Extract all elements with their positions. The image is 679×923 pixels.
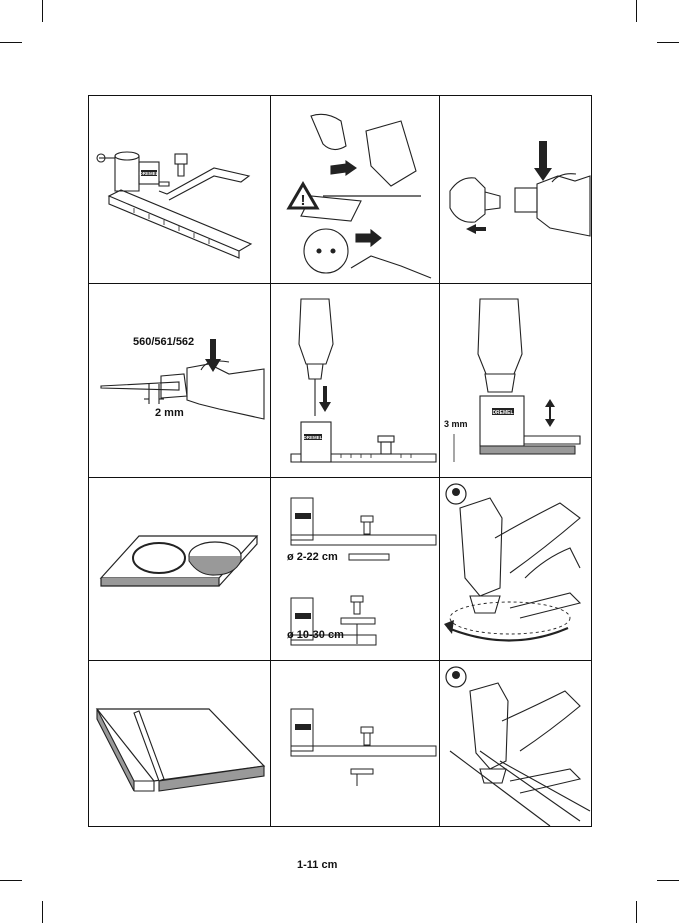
panel-attachment-parts [89, 96, 270, 283]
straight-cut-illustration [89, 661, 270, 828]
panel-cut-circle [440, 478, 592, 660]
insert-bit-illustration [89, 284, 270, 477]
crop-mark [0, 880, 22, 881]
panel-remove-cap [440, 96, 592, 283]
circle-cut-illustration [89, 478, 270, 660]
cut-straight-illustration [440, 661, 592, 828]
panel-mount-attachment [271, 284, 439, 477]
cut-circle-illustration [440, 478, 592, 660]
svg-text:DREMEL: DREMEL [303, 435, 323, 440]
brand-logo [304, 434, 323, 440]
panel-set-depth [440, 284, 592, 477]
range-label: 1-11 cm [297, 859, 338, 871]
part-number-label: 560/561/562 [133, 336, 195, 348]
svg-text:!: ! [300, 192, 306, 209]
panel-straight-cut [89, 661, 270, 828]
panel-cut-straight [440, 661, 592, 828]
depth-label: 3 mm [444, 419, 468, 429]
crop-mark [636, 901, 637, 923]
crop-mark [42, 0, 43, 22]
crop-mark [42, 901, 43, 923]
safety-gear-icon [446, 484, 466, 504]
crop-mark [657, 42, 679, 43]
crop-mark [636, 0, 637, 22]
range-label-small: ø 2-22 cm [287, 551, 338, 563]
set-depth-illustration [440, 284, 592, 477]
instruction-figure-grid [88, 95, 592, 871]
brand-logo [140, 170, 159, 176]
svg-text:DREMEL: DREMEL [492, 410, 514, 416]
panel-circle-ranges [271, 478, 439, 660]
brand-logo [295, 724, 311, 730]
safety-gear-icon [446, 667, 466, 687]
attachment-parts-illustration [89, 96, 270, 283]
range-label-large: ø 10-30 cm [287, 629, 344, 641]
panel-disconnect-power [271, 96, 439, 283]
crop-mark [0, 42, 22, 43]
panel-circle-cut [89, 478, 270, 660]
panel-insert-bit [89, 284, 270, 477]
svg-text:DREMEL: DREMEL [139, 171, 159, 176]
brand-logo [295, 513, 311, 619]
mount-attachment-illustration [271, 284, 439, 477]
remove-cap-illustration [440, 96, 592, 283]
panel-straight-range [271, 661, 439, 871]
disconnect-power-illustration [271, 96, 439, 283]
crop-mark [657, 880, 679, 881]
straight-range-illustration [271, 661, 439, 828]
dimension-label: 2 mm [155, 407, 184, 419]
brand-logo [492, 408, 514, 416]
